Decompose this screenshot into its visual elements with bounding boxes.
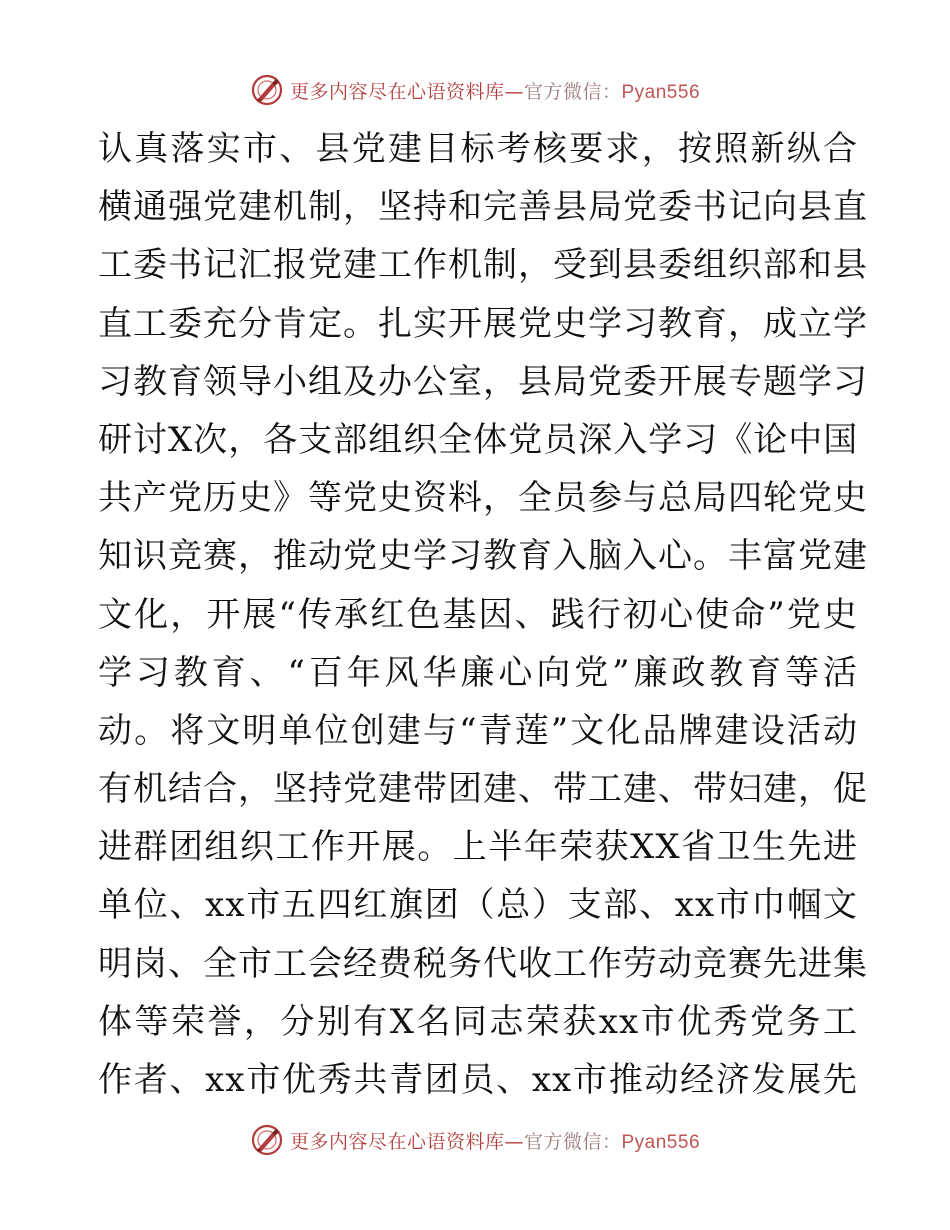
banner-wechat-label: 官方微信： xyxy=(523,80,622,103)
pen-ink-logo-icon xyxy=(250,1123,284,1157)
body-line: 认真落实市、县党建目标考核要求，按照新纵合 xyxy=(98,129,858,169)
body-line: 进群团组织工作开展。上半年荣获XX省卫生先进 xyxy=(98,827,858,868)
body-line: 作者、xx市优秀共青团员、xx市推动经济发展先 xyxy=(98,1060,858,1100)
body-line: 文化，开展“传承红色基因、践行初心使命”党史 xyxy=(98,594,858,635)
body-line: 横通强党建机制，坚持和完善县局党委书记向县直 xyxy=(98,187,868,228)
header-banner xyxy=(0,70,950,110)
banner-text xyxy=(290,1127,700,1154)
banner-text xyxy=(290,77,700,104)
banner-wechat-label: 官方微信： xyxy=(523,1130,622,1153)
body-line: 动。将文明单位创建与“青莲”文化品牌建设活动 xyxy=(98,710,858,751)
banner-wechat-id: Pyan556 xyxy=(621,81,701,103)
body-line: 共产党历史》等党史资料，全员参与总局四轮党史 xyxy=(98,478,868,519)
pen-ink-logo-icon xyxy=(250,73,284,107)
body-line: 直工委充分肯定。扎实开展党史学习教育，成立学 xyxy=(98,303,868,344)
body-line: 明岗、全市工会经费税务代收工作劳动竞赛先进集 xyxy=(98,943,868,984)
body-line: 习教育领导小组及办公室，县局党委开展专题学习 xyxy=(98,361,868,402)
banner-separator: — xyxy=(504,80,524,103)
body-line: 有机结合，坚持党建带团建、带工建、带妇建，促 xyxy=(98,769,868,810)
footer-banner xyxy=(0,1120,950,1160)
banner-site-text: 更多内容尽在心语资料库 xyxy=(289,80,505,103)
document-body xyxy=(98,120,868,1109)
body-line: 研讨X次，各支部组织全体党员深入学习《论中国 xyxy=(98,419,859,460)
body-line: 体等荣誉，分别有X名同志荣获xx市优秀党务工 xyxy=(98,1001,858,1042)
banner-wechat-id: Pyan556 xyxy=(621,1131,701,1153)
body-line: 知识竞赛，推动党史学习教育入脑入心。丰富党建 xyxy=(98,536,868,577)
body-line: 学习教育、“百年风华廉心向党”廉政教育等活 xyxy=(98,652,858,693)
body-line: 单位、xx市五四红旗团（总）支部、xx市巾帼文 xyxy=(98,885,858,926)
banner-separator: — xyxy=(504,1130,524,1153)
body-line: 工委书记汇报党建工作机制，受到县委组织部和县 xyxy=(98,245,868,286)
banner-site-text: 更多内容尽在心语资料库 xyxy=(289,1130,505,1153)
